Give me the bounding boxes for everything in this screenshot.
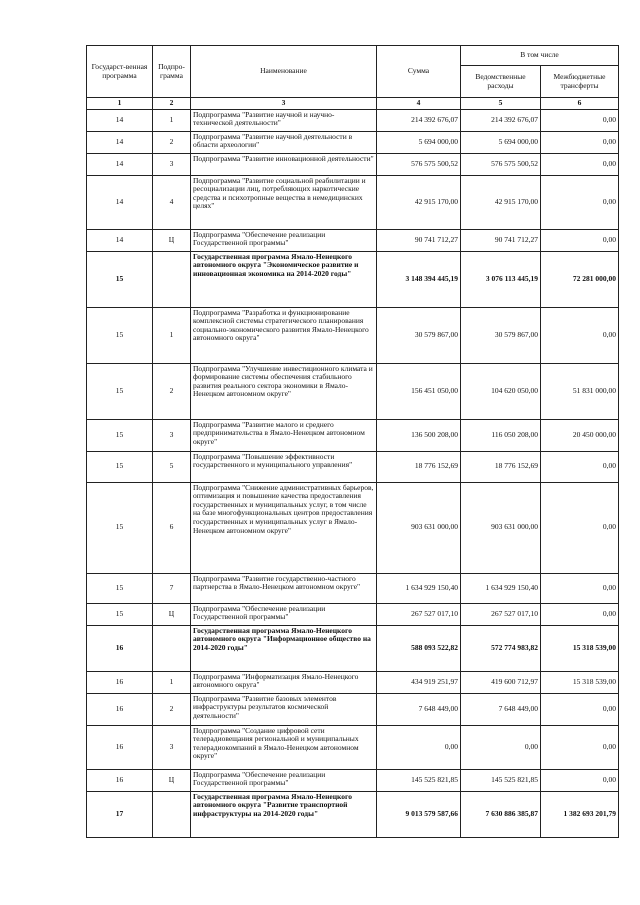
transfers-cell: 0,00 [541, 769, 619, 791]
sum-cell: 267 527 017,10 [377, 603, 461, 625]
subprogram-cell [153, 251, 191, 307]
departmental-cell: 214 392 676,07 [461, 109, 541, 131]
name-cell: Подпрограмма "Обеспечение реализации Государственной программы" [191, 769, 377, 791]
transfers-cell: 0,00 [541, 725, 619, 769]
transfers-cell: 72 281 000,00 [541, 251, 619, 307]
table-row [87, 671, 619, 693]
table-row [87, 109, 619, 131]
column-number: 5 [461, 98, 541, 110]
program-cell: 16 [87, 671, 153, 693]
departmental-cell: 576 575 500,52 [461, 153, 541, 175]
transfers-cell: 0,00 [541, 603, 619, 625]
sum-cell: 588 093 522,82 [377, 625, 461, 671]
column-number: 4 [377, 98, 461, 110]
subprogram-cell: Ц [153, 229, 191, 251]
table-row [87, 307, 619, 363]
header-including: В том числе [461, 46, 619, 66]
header-subprogram: Подпро-грамма [153, 46, 191, 98]
departmental-cell: 30 579 867,00 [461, 307, 541, 363]
transfers-cell: 0,00 [541, 451, 619, 482]
transfers-cell: 0,00 [541, 131, 619, 153]
transfers-cell: 20 450 000,00 [541, 419, 619, 451]
program-cell: 16 [87, 725, 153, 769]
name-cell: Подпрограмма "Развитие социальной реабилитации и ресоциализации лиц, потребляющих наркотические средства и психотропные вещества в немедицинских целях" [191, 175, 377, 229]
name-cell: Подпрограмма "Обеспечение реализации Государственной программы" [191, 229, 377, 251]
program-cell: 17 [87, 791, 153, 837]
program-cell: 15 [87, 573, 153, 603]
subprogram-cell: 3 [153, 153, 191, 175]
program-cell: 14 [87, 109, 153, 131]
sum-cell: 903 631 000,00 [377, 482, 461, 573]
program-cell: 15 [87, 251, 153, 307]
sum-cell: 576 575 500,52 [377, 153, 461, 175]
name-cell: Подпрограмма "Развитие государственно-частного партнерства в Ямало-Ненецком автономном округе" [191, 573, 377, 603]
column-number: 1 [87, 98, 153, 110]
header-program: Государст-венная программа [87, 46, 153, 98]
program-cell: 14 [87, 229, 153, 251]
table-row [87, 451, 619, 482]
subprogram-cell: 2 [153, 363, 191, 419]
transfers-cell: 1 382 693 201,79 [541, 791, 619, 837]
subprogram-cell: 1 [153, 109, 191, 131]
table-row [87, 625, 619, 671]
program-cell: 15 [87, 363, 153, 419]
header-departmental: Ведомственные расходы [461, 66, 541, 98]
sum-cell: 214 392 676,07 [377, 109, 461, 131]
name-cell: Подпрограмма "Снижение административных барьеров, оптимизация и повышение качества предоставления государственных и муниципальных услуг, в том числе на базе многофункциональных центров предоставления государственных и муниципальных услуг в Ямало-Ненецком автономном округе" [191, 482, 377, 573]
program-cell: 16 [87, 769, 153, 791]
subprogram-cell: 1 [153, 307, 191, 363]
subprogram-cell: 2 [153, 693, 191, 725]
sum-cell: 1 634 929 150,40 [377, 573, 461, 603]
table-row [87, 791, 619, 837]
subprogram-cell: 3 [153, 725, 191, 769]
name-cell: Подпрограмма "Разработка и функционирование комплексной системы стратегического планирования социально-экономического развития Ямало-Ненецкого автономного округа" [191, 307, 377, 363]
sum-cell: 136 500 208,00 [377, 419, 461, 451]
departmental-cell: 104 620 050,00 [461, 363, 541, 419]
transfers-cell: 0,00 [541, 109, 619, 131]
departmental-cell: 572 774 983,82 [461, 625, 541, 671]
program-cell: 15 [87, 482, 153, 573]
table-row [87, 153, 619, 175]
program-cell: 16 [87, 693, 153, 725]
sum-cell: 434 919 251,97 [377, 671, 461, 693]
transfers-cell: 15 318 539,00 [541, 671, 619, 693]
sum-cell: 156 451 050,00 [377, 363, 461, 419]
departmental-cell: 419 600 712,97 [461, 671, 541, 693]
name-cell: Подпрограмма "Создание цифровой сети телерадиовещания региональной и муниципальных телерадиокомпаний в Ямало-Ненецком автономном округе" [191, 725, 377, 769]
subprogram-cell [153, 791, 191, 837]
program-cell: 15 [87, 451, 153, 482]
sum-cell: 145 525 821,85 [377, 769, 461, 791]
table-row [87, 175, 619, 229]
subprogram-cell: Ц [153, 769, 191, 791]
table-row [87, 131, 619, 153]
departmental-cell: 7 648 449,00 [461, 693, 541, 725]
transfers-cell: 15 318 539,00 [541, 625, 619, 671]
departmental-cell: 42 915 170,00 [461, 175, 541, 229]
transfers-cell: 0,00 [541, 573, 619, 603]
header-sum: Сумма [377, 46, 461, 98]
name-cell: Подпрограмма "Развитие научной деятельности в области археологии" [191, 131, 377, 153]
column-number: 2 [153, 98, 191, 110]
name-cell: Подпрограмма "Повышение эффективности государственного и муниципального управления" [191, 451, 377, 482]
departmental-cell: 3 076 113 445,19 [461, 251, 541, 307]
sum-cell: 30 579 867,00 [377, 307, 461, 363]
table-body [87, 109, 619, 837]
name-cell: Подпрограмма "Обеспечение реализации Государственной программы" [191, 603, 377, 625]
sum-cell: 18 776 152,69 [377, 451, 461, 482]
column-number: 6 [541, 98, 619, 110]
subprogram-cell: 6 [153, 482, 191, 573]
table-row [87, 725, 619, 769]
sum-cell: 0,00 [377, 725, 461, 769]
sum-cell: 9 013 579 587,66 [377, 791, 461, 837]
subprogram-cell: 1 [153, 671, 191, 693]
departmental-cell: 145 525 821,85 [461, 769, 541, 791]
departmental-cell: 116 050 208,00 [461, 419, 541, 451]
program-cell: 14 [87, 153, 153, 175]
departmental-cell: 903 631 000,00 [461, 482, 541, 573]
departmental-cell: 0,00 [461, 725, 541, 769]
transfers-cell: 0,00 [541, 153, 619, 175]
name-cell: Подпрограмма "Улучшение инвестиционного климата и формирование системы обеспечения стабильного развития реального сектора экономики в Ямало-Ненецком автономном округе" [191, 363, 377, 419]
column-number: 3 [191, 98, 377, 110]
transfers-cell: 0,00 [541, 175, 619, 229]
subprogram-cell: 7 [153, 573, 191, 603]
sum-cell: 42 915 170,00 [377, 175, 461, 229]
name-cell: Государственная программа Ямало-Ненецкого автономного округа "Развитие транспортной инфраструктуры на 2014-2020 годы" [191, 791, 377, 837]
program-cell: 14 [87, 175, 153, 229]
subprogram-cell: 3 [153, 419, 191, 451]
subprogram-cell: Ц [153, 603, 191, 625]
name-cell: Государственная программа Ямало-Ненецкого автономного округа "Информационное общество на 2014-2020 годы" [191, 625, 377, 671]
budget-table [86, 45, 619, 838]
departmental-cell: 1 634 929 150,40 [461, 573, 541, 603]
header-transfers: Межбюджетные трансферты [541, 66, 619, 98]
transfers-cell: 51 831 000,00 [541, 363, 619, 419]
departmental-cell: 90 741 712,27 [461, 229, 541, 251]
program-cell: 14 [87, 131, 153, 153]
header-name: Наименование [191, 46, 377, 98]
sum-cell: 7 648 449,00 [377, 693, 461, 725]
name-cell: Подпрограмма "Информатизация Ямало-Ненецкого автономного округа" [191, 671, 377, 693]
transfers-cell: 0,00 [541, 482, 619, 573]
table-row [87, 363, 619, 419]
table-row [87, 693, 619, 725]
table-row [87, 769, 619, 791]
name-cell: Подпрограмма "Развитие научной и научно-технической деятельности" [191, 109, 377, 131]
program-cell: 16 [87, 625, 153, 671]
departmental-cell: 5 694 000,00 [461, 131, 541, 153]
name-cell: Государственная программа Ямало-Ненецкого автономного округа "Экономическое развитие и инновационная экономика на 2014-2020 годы" [191, 251, 377, 307]
table-row [87, 419, 619, 451]
subprogram-cell: 4 [153, 175, 191, 229]
name-cell: Подпрограмма "Развитие базовых элементов инфраструктуры результатов космической деятельности" [191, 693, 377, 725]
departmental-cell: 18 776 152,69 [461, 451, 541, 482]
table-row [87, 482, 619, 573]
departmental-cell: 267 527 017,10 [461, 603, 541, 625]
program-cell: 15 [87, 419, 153, 451]
table-row [87, 603, 619, 625]
name-cell: Подпрограмма "Развитие инновационной деятельности" [191, 153, 377, 175]
table-row [87, 573, 619, 603]
subprogram-cell: 5 [153, 451, 191, 482]
departmental-cell: 7 630 886 385,87 [461, 791, 541, 837]
column-numbers-row [87, 98, 619, 110]
transfers-cell: 0,00 [541, 693, 619, 725]
program-cell: 15 [87, 603, 153, 625]
name-cell: Подпрограмма "Развитие малого и среднего предпринимательства в Ямало-Ненецком автономном округе" [191, 419, 377, 451]
transfers-cell: 0,00 [541, 307, 619, 363]
program-cell: 15 [87, 307, 153, 363]
table-row [87, 251, 619, 307]
table-row [87, 229, 619, 251]
sum-cell: 90 741 712,27 [377, 229, 461, 251]
transfers-cell: 0,00 [541, 229, 619, 251]
sum-cell: 3 148 394 445,19 [377, 251, 461, 307]
subprogram-cell [153, 625, 191, 671]
subprogram-cell: 2 [153, 131, 191, 153]
sum-cell: 5 694 000,00 [377, 131, 461, 153]
